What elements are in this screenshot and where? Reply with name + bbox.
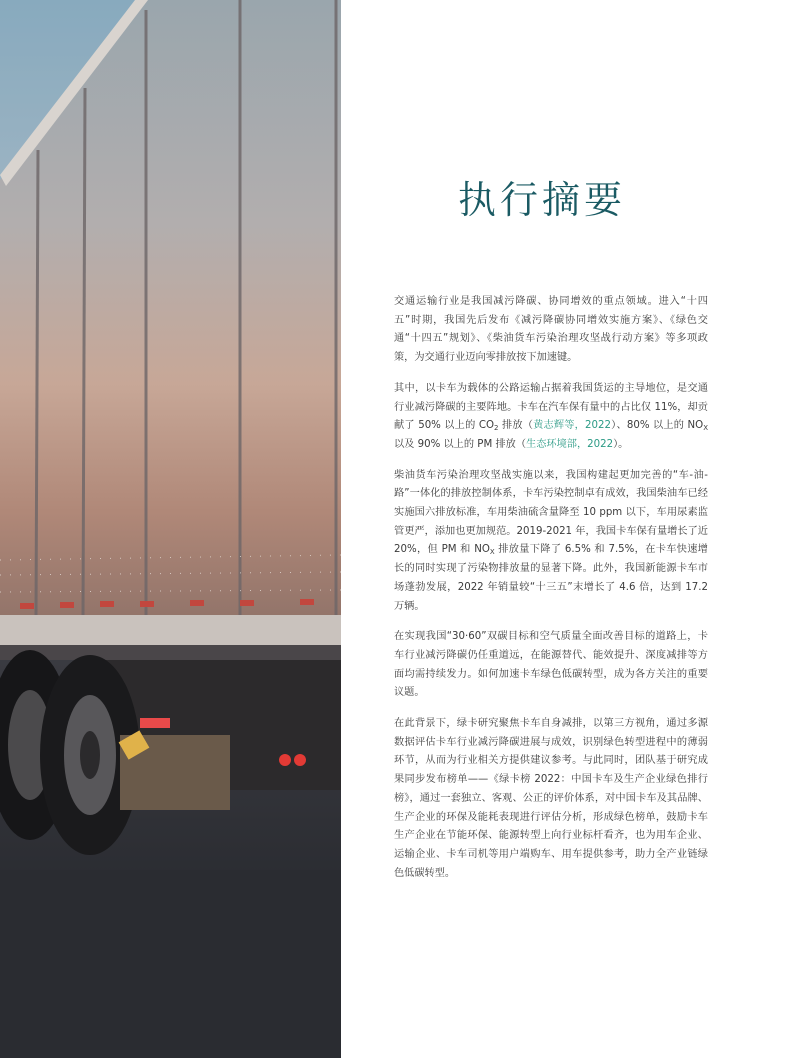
paragraph-1: 交通运输行业是我国减污降碳、协同增效的重点领域。进入“十四五”时期，我国先后发布《减污降碳协同增效实施方案》、《绿色交通“十四五”规划》、《柴油货车污染治理攻坚战行动方案》等多项政策，为交通行业迈向零排放按下加速键。: [394, 296, 708, 364]
executive-summary-body: [394, 293, 708, 895]
paragraph-3: 柴油货车污染治理攻坚战实施以来，我国构建起更加完善的“车-油-路”一体化的排放控制体系，卡车污染控制卓有成效，我国柴油车已经实施国六排放标准，车用柴油硫含量降至 10 ppm 以下，车用尿素监管更严，添加也更加规范。2019-2021 年，我国卡车保有量增长了近 20%，但 PM 和 $NO_X$ 排放量下降了 6.5% 和 7.5%，在卡车快速增长的同时实现了污染物排放量的显著下降。此外，我国新能源卡车市场蓬勃发展，2022 年销量较“十三五”末增长了 4.6 倍，达到 17.2 万辆。: [394, 469, 708, 612]
paragraph-5: 在此背景下，绿卡研究聚焦卡车自身减排，以第三方视角，通过多源数据评估卡车行业减污降碳进展与成效，识别绿色转型进程中的薄弱环节，从而为行业相关方提供建议参考。与此同时，团队基于研究成果同步发布榜单——《绿卡榜 2022：中国卡车及生产企业绿色排行榜》，通过一套独立、客观、公正的评价体系，对中国卡车及其品牌、生产企业的环保及能耗表现进行评估分析，形成绿色榜单，鼓励卡车生产企业在节能环保、能源转型上向行业标杆看齐，也为用车企业、运输企业、卡车司机等用户端购车、用车提供参考，助力全产业链绿色低碳转型。: [394, 718, 708, 879]
truck-illustration: [0, 0, 341, 1058]
paragraph-2: 其中，以卡车为载体的公路运输占据着我国货运的主导地位，是交通行业减污降碳的主要阵地。卡车在汽车保有量中的占比仅 11%，却贡献了 50% 以上的 $CO_2$ 排放（黄志辉等，2022）、80% 以上的 $NO_X$ 以及 90% 以上的 PM 排放（生态环境部，2022）。: [394, 382, 708, 450]
page-title: 执行摘要: [458, 178, 627, 222]
truck-trailer-photo: [0, 0, 341, 1058]
paragraph-4: 在实现我国“30·60”双碳目标和空气质量全面改善目标的道路上，卡车行业减污降碳仍任重道远，在能源替代、能效提升、深度减排等方面均需持续发力。如何加速卡车绿色低碳转型，成为各方关注的重要议题。: [394, 631, 708, 699]
citation-mee-2022[interactable]: 生态环境部，2022: [526, 438, 614, 450]
citation-huang-2022[interactable]: 黄志辉等，2022: [533, 420, 611, 432]
